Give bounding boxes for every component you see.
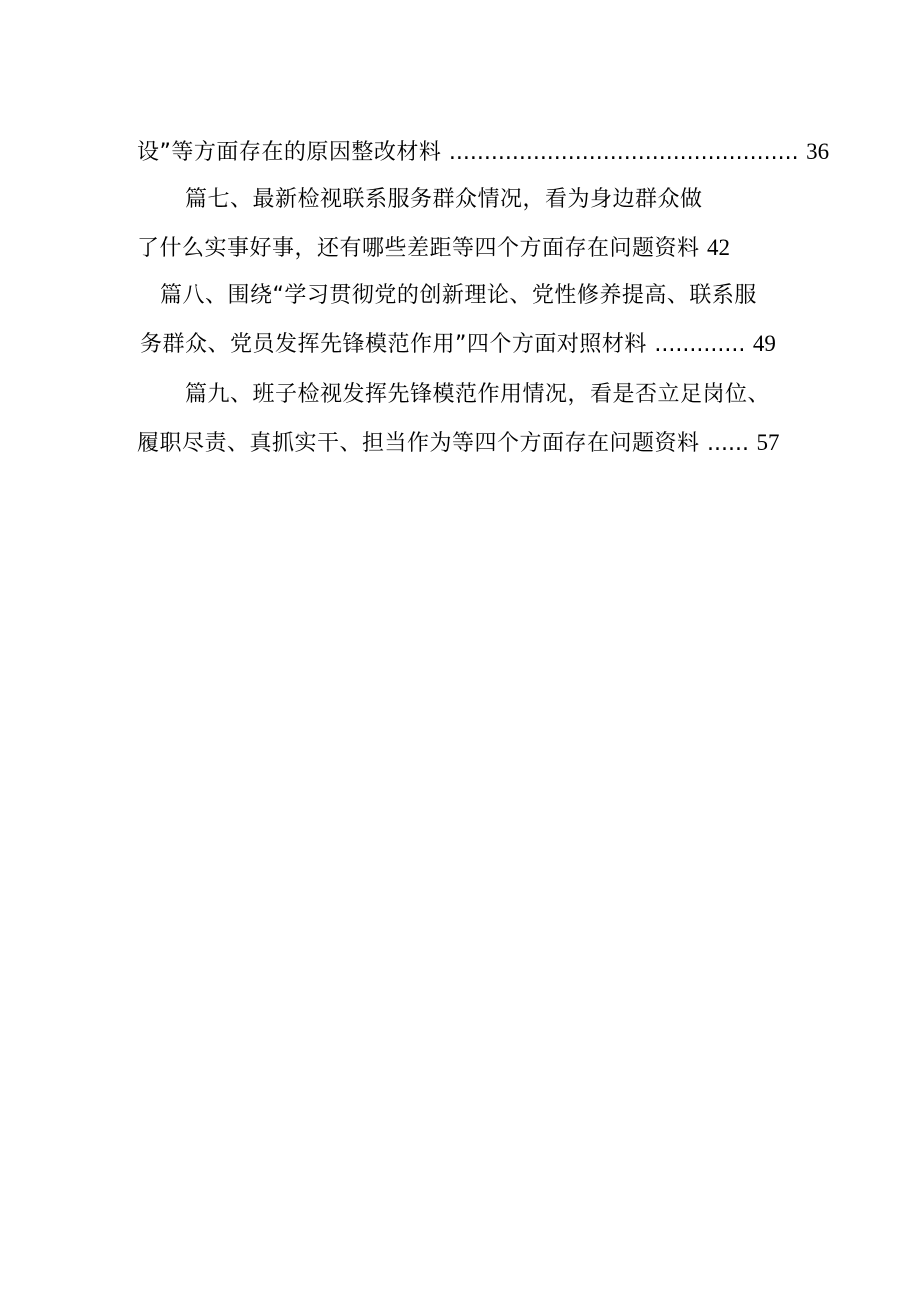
toc-leader-dots: ......: [707, 431, 749, 456]
toc-leader-dots: .............: [654, 332, 746, 357]
toc-page-number: 49: [752, 331, 776, 356]
toc-entry-text: 了什么实事好事，还有哪些差距等四个方面存在问题资料: [137, 236, 700, 261]
toc-page-number: 36: [806, 139, 830, 164]
toc-entry-text: 履职尽责、真抓实干、担当作为等四个方面存在问题资料: [137, 431, 700, 456]
toc-entry-line-7[interactable]: [137, 427, 779, 460]
toc-entry-line-4[interactable]: [160, 280, 757, 312]
toc-page-number: 57: [756, 430, 780, 455]
toc-entry-text: 篇八、围绕“学习贯彻党的创新理论、党性修养提高、联系服: [160, 283, 757, 308]
toc-page-number: 42: [707, 235, 731, 260]
toc-entry-text: 务群众、党员发挥先锋模范作用”四个方面对照材料: [140, 332, 647, 357]
toc-entry-text: 篇七、最新检视联系服务群众情况，看为身边群众做: [185, 187, 703, 212]
toc-entry-line-2[interactable]: [185, 184, 703, 216]
toc-entry-line-3[interactable]: [137, 232, 730, 265]
toc-entry-line-5[interactable]: [140, 328, 776, 361]
toc-leader-dots: ..................................................: [448, 140, 799, 165]
toc-entry-text: 篇九、班子检视发挥先锋模范作用情况，看是否立足岗位、: [185, 382, 771, 407]
toc-entry-line-6[interactable]: [185, 379, 770, 411]
toc-entry-line-1[interactable]: [137, 136, 829, 169]
toc-entry-text: 设”等方面存在的原因整改材料: [137, 140, 442, 165]
